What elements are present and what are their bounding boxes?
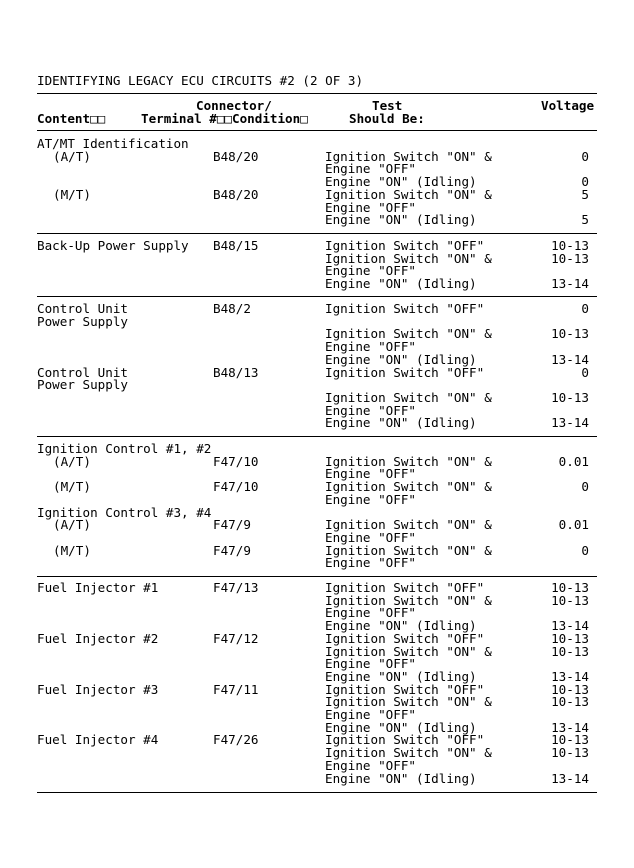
row-condition: Engine "OFF" — [325, 161, 416, 176]
row-content: AT/MT Identification — [37, 136, 189, 151]
row-condition: Engine "OFF" — [325, 339, 416, 354]
row-voltage: 10-13 — [551, 732, 589, 747]
row-terminal: F47/11 — [213, 682, 259, 697]
row-voltage: 10-13 — [551, 694, 589, 709]
section-divider — [37, 792, 597, 793]
row-condition: Ignition Switch "ON" & — [325, 543, 492, 558]
row-condition: Ignition Switch "ON" & — [325, 251, 492, 266]
row-condition: Engine "ON" (Idling) — [325, 174, 477, 189]
row-content: (M/T) — [53, 479, 91, 494]
row-voltage: 10-13 — [551, 326, 589, 341]
row-voltage: 13-14 — [551, 771, 589, 786]
row-content: (M/T) — [53, 543, 91, 558]
row-condition: Engine "OFF" — [325, 200, 416, 215]
row-content: Fuel Injector #3 — [37, 682, 159, 697]
row-terminal: F47/10 — [213, 454, 259, 469]
row-terminal: F47/12 — [213, 631, 259, 646]
row-condition: Ignition Switch "OFF" — [325, 301, 485, 316]
row-condition: Engine "OFF" — [325, 403, 416, 418]
row-condition: Ignition Switch "ON" & — [325, 454, 492, 469]
section-divider — [37, 233, 597, 234]
row-terminal: F47/9 — [213, 517, 251, 532]
row-voltage: 0 — [581, 543, 589, 558]
row-condition: Ignition Switch "ON" & — [325, 745, 492, 760]
row-voltage: 10-13 — [551, 390, 589, 405]
row-condition: Engine "OFF" — [325, 758, 416, 773]
row-voltage: 5 — [581, 187, 589, 202]
header-voltage: Voltage — [541, 98, 595, 113]
row-voltage: 10-13 — [551, 251, 589, 266]
row-content: Power Supply — [37, 377, 128, 392]
row-condition: Ignition Switch "OFF" — [325, 732, 485, 747]
row-condition: Ignition Switch "ON" & — [325, 479, 492, 494]
header-should-be: Should Be: — [349, 111, 425, 126]
row-condition: Engine "ON" (Idling) — [325, 771, 477, 786]
row-voltage: 10-13 — [551, 745, 589, 760]
header-test: Test — [372, 98, 403, 113]
row-voltage: 13-14 — [551, 669, 589, 684]
row-terminal: B48/15 — [213, 238, 259, 253]
row-condition: Ignition Switch "ON" & — [325, 149, 492, 164]
row-condition: Engine "ON" (Idling) — [325, 212, 477, 227]
header-connector: Connector/ — [196, 98, 272, 113]
row-condition: Ignition Switch "OFF" — [325, 580, 485, 595]
row-condition: Engine "ON" (Idling) — [325, 720, 477, 735]
row-voltage: 0 — [581, 301, 589, 316]
row-terminal: F47/26 — [213, 732, 259, 747]
row-content: Fuel Injector #1 — [37, 580, 159, 595]
section-divider — [37, 296, 597, 297]
row-condition: Ignition Switch "ON" & — [325, 644, 492, 659]
row-voltage: 13-14 — [551, 618, 589, 633]
header-bottom-rule — [37, 130, 597, 131]
row-condition: Ignition Switch "ON" & — [325, 326, 492, 341]
row-condition: Ignition Switch "ON" & — [325, 694, 492, 709]
row-voltage: 0 — [581, 174, 589, 189]
row-content: Control Unit — [37, 301, 128, 316]
row-content: Back-Up Power Supply — [37, 238, 189, 253]
row-condition: Ignition Switch "ON" & — [325, 187, 492, 202]
row-terminal: F47/10 — [213, 479, 259, 494]
row-voltage: 13-14 — [551, 720, 589, 735]
row-condition: Engine "ON" (Idling) — [325, 669, 477, 684]
row-terminal: B48/20 — [213, 187, 259, 202]
row-voltage: 0.01 — [558, 454, 589, 469]
header-terminal-condition: Terminal #□□Condition□ — [141, 111, 308, 126]
row-voltage: 0.01 — [558, 517, 589, 532]
header-content: Content□□ — [37, 111, 106, 126]
row-voltage: 0 — [581, 479, 589, 494]
row-condition: Engine "ON" (Idling) — [325, 276, 477, 291]
row-voltage: 0 — [581, 365, 589, 380]
row-voltage: 10-13 — [551, 682, 589, 697]
row-content: Ignition Control #1, #2 — [37, 441, 212, 456]
row-voltage: 5 — [581, 212, 589, 227]
row-terminal: B48/20 — [213, 149, 259, 164]
row-content: (A/T) — [53, 517, 91, 532]
row-content: Fuel Injector #2 — [37, 631, 159, 646]
row-voltage: 13-14 — [551, 415, 589, 430]
row-condition: Engine "OFF" — [325, 707, 416, 722]
row-condition: Engine "ON" (Idling) — [325, 415, 477, 430]
row-content: Power Supply — [37, 314, 128, 329]
section-divider — [37, 436, 597, 437]
row-content: (A/T) — [53, 149, 91, 164]
row-voltage: 13-14 — [551, 276, 589, 291]
row-terminal: F47/9 — [213, 543, 251, 558]
row-terminal: B48/13 — [213, 365, 259, 380]
row-voltage: 10-13 — [551, 644, 589, 659]
row-content: Ignition Control #3, #4 — [37, 505, 212, 520]
row-condition: Engine "OFF" — [325, 530, 416, 545]
page-title: IDENTIFYING LEGACY ECU CIRCUITS #2 (2 OF 3) — [37, 73, 364, 88]
row-terminal: F47/13 — [213, 580, 259, 595]
row-condition: Ignition Switch "ON" & — [325, 517, 492, 532]
row-content: Fuel Injector #4 — [37, 732, 159, 747]
row-terminal: B48/2 — [213, 301, 251, 316]
row-voltage: 10-13 — [551, 238, 589, 253]
row-condition: Ignition Switch "OFF" — [325, 238, 485, 253]
row-content: (M/T) — [53, 187, 91, 202]
row-condition: Engine "ON" (Idling) — [325, 352, 477, 367]
row-condition: Ignition Switch "ON" & — [325, 593, 492, 608]
row-condition: Ignition Switch "OFF" — [325, 682, 485, 697]
row-voltage: 0 — [581, 149, 589, 164]
row-condition: Engine "OFF" — [325, 656, 416, 671]
row-condition: Engine "OFF" — [325, 605, 416, 620]
row-condition: Engine "OFF" — [325, 466, 416, 481]
row-voltage: 10-13 — [551, 580, 589, 595]
row-condition: Ignition Switch "OFF" — [325, 631, 485, 646]
header-top-rule — [37, 93, 597, 94]
row-condition: Engine "OFF" — [325, 492, 416, 507]
row-content: Control Unit — [37, 365, 128, 380]
section-divider — [37, 576, 597, 577]
row-voltage: 10-13 — [551, 593, 589, 608]
row-condition: Ignition Switch "OFF" — [325, 365, 485, 380]
row-content: (A/T) — [53, 454, 91, 469]
row-voltage: 13-14 — [551, 352, 589, 367]
row-condition: Engine "OFF" — [325, 263, 416, 278]
row-condition: Engine "OFF" — [325, 555, 416, 570]
row-voltage: 10-13 — [551, 631, 589, 646]
row-condition: Ignition Switch "ON" & — [325, 390, 492, 405]
row-condition: Engine "ON" (Idling) — [325, 618, 477, 633]
